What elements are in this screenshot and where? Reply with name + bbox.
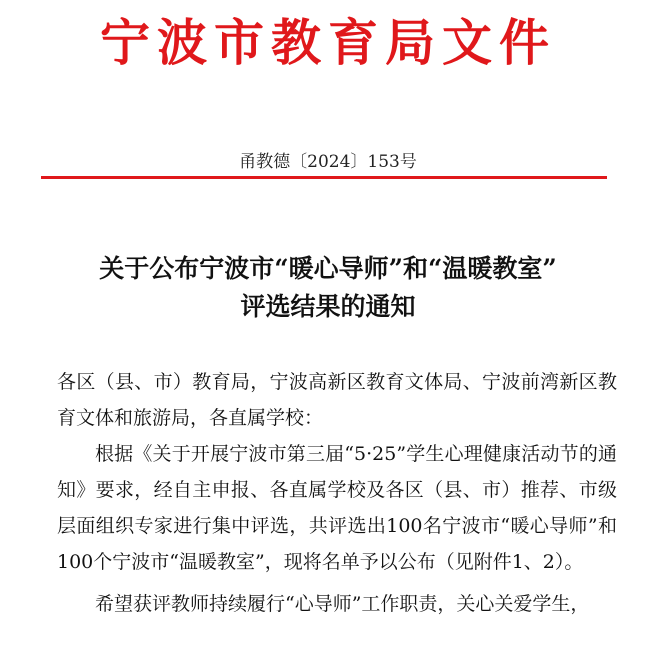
document-title <box>20 250 636 326</box>
document-masthead: 宁波市教育局文件 <box>100 14 556 72</box>
document-body <box>57 364 617 622</box>
addressee-paragraph: 各区（县、市）教育局，宁波高新区教育文体局、宁波前湾新区教育文体和旅游局，各直属学校： <box>57 371 617 429</box>
title-line-2: 评选结果的通知 <box>240 292 416 321</box>
title-line-1: 关于公布宁波市“暖心导师”和“温暖教室” <box>99 254 557 283</box>
document-number: 甬教德〔2024〕153号 <box>239 152 417 172</box>
body-paragraph-2: 希望获评教师持续履行“心导师”工作职责，关心关爱学生， <box>95 593 590 615</box>
red-divider-line <box>41 176 607 179</box>
body-paragraph-1: 根据《关于开展宁波市第三届“5·25”学生心理健康活动节的通知》要求，经自主申报、各直属学校及各区（县、市）推荐、市级层面组织专家进行集中评选，共评选出100名宁波市“暖心导师”和100个宁波市“温暖教室”，现将名单予以公布（见附件1、2）。 <box>57 443 617 573</box>
